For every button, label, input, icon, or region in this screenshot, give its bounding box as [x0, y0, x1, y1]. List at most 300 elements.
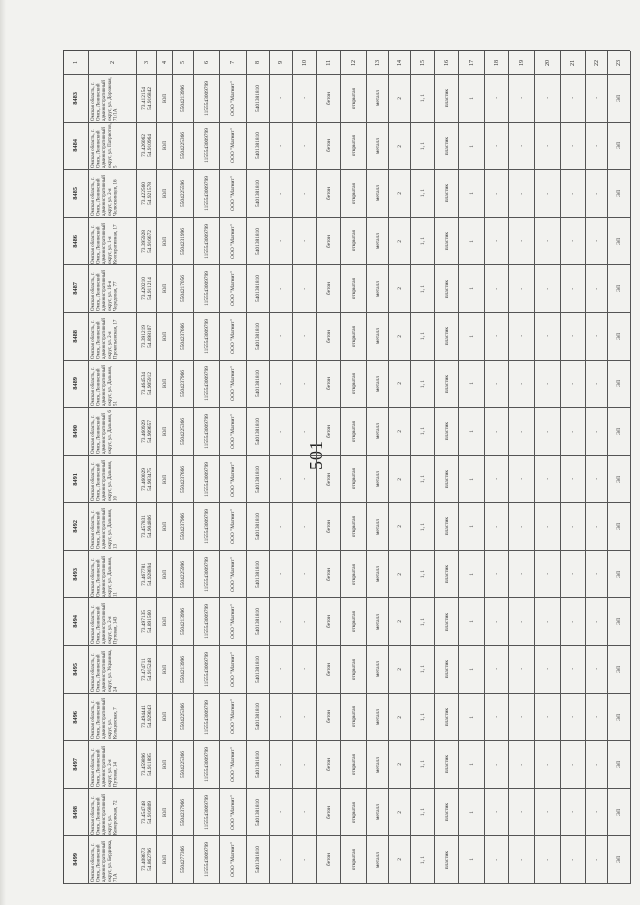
- table-cell: [293, 313, 317, 361]
- table-cell: [157, 313, 173, 361]
- address-text: Омская область, г. Омск, Ленинский административный округ, ул. 16-я Чередовая, 77: [91, 270, 119, 312]
- table-cell: [389, 694, 411, 742]
- cell-text: 2: [396, 144, 403, 148]
- row-number-text: 8496: [72, 710, 79, 724]
- cell-text: -: [278, 430, 284, 433]
- row-number-cell: [64, 313, 89, 361]
- cell-text: металл: [374, 470, 381, 488]
- table-cell: [411, 836, 435, 884]
- cell-text: ООО "Магнит": [230, 747, 236, 782]
- table-cell: [341, 836, 367, 884]
- address-text: Омская область, г. Омск, Ленинский административный округ, ул. Украинка, 24: [91, 649, 119, 692]
- row-number-cell: [64, 598, 89, 646]
- table-cell: [157, 598, 173, 646]
- table-cell: [561, 218, 586, 266]
- table-cell: [586, 313, 608, 361]
- table-cell: [341, 646, 367, 694]
- table-cell: [173, 789, 194, 837]
- coordinates-text: 73.457831 54.904806: [140, 515, 153, 539]
- table-cell: [389, 646, 411, 694]
- page-number: 501: [306, 440, 326, 470]
- table-cell: [157, 646, 173, 694]
- cell-text: -: [493, 478, 500, 480]
- table-cell: [157, 218, 173, 266]
- coordinates-cell: [137, 75, 157, 123]
- coordinates-text: 73.454748 54.916809: [140, 800, 153, 824]
- cell-text: ЮЛ: [161, 379, 168, 389]
- table-cell: [157, 123, 173, 171]
- cell-text: бетон: [325, 615, 332, 629]
- cell-text: открытая: [350, 658, 357, 680]
- column-number: 3: [143, 61, 150, 64]
- cell-text: ЭЛ: [616, 94, 622, 102]
- table-cell: [247, 741, 270, 789]
- table-cell: [411, 598, 435, 646]
- table-cell: [509, 265, 535, 313]
- table-cell: [586, 361, 608, 409]
- cell-text: 5504213996: [180, 608, 186, 636]
- cell-text: -: [544, 240, 551, 242]
- table-cell: [485, 218, 509, 266]
- column-number: 4: [161, 61, 168, 64]
- table-cell: [411, 408, 435, 456]
- table-cell: [247, 75, 270, 123]
- cell-text: -: [593, 573, 600, 576]
- row-number-cell: [64, 408, 89, 456]
- cell-text: 1, 1: [419, 141, 426, 150]
- table-cell: [485, 123, 509, 171]
- table-cell: [270, 456, 293, 504]
- cell-text: 1155543009799: [203, 747, 210, 782]
- table-cell: [194, 694, 220, 742]
- cell-text: 2: [396, 525, 403, 528]
- table-cell: [220, 75, 247, 123]
- column-number-header: [509, 51, 535, 75]
- address-cell: [89, 789, 137, 837]
- column-number-header: [270, 51, 293, 75]
- column-number-header: [535, 51, 561, 75]
- cell-text: ЮЛ: [161, 188, 168, 198]
- cell-text: -: [544, 811, 551, 813]
- table-cell: [561, 694, 586, 742]
- cell-text: -: [278, 668, 284, 671]
- cell-text: -: [593, 716, 600, 718]
- table-cell: [247, 646, 270, 694]
- column-number: 23: [616, 59, 622, 66]
- cell-text: открытая: [350, 563, 357, 585]
- coordinates-text: 73.420210 54.911214: [140, 277, 153, 301]
- table-cell: [247, 598, 270, 646]
- coordinates-text: 73.391219 54.898107: [140, 324, 153, 348]
- table-cell: [247, 218, 270, 266]
- table-cell: [341, 456, 367, 504]
- table-cell: [247, 503, 270, 551]
- table-cell: [411, 170, 435, 218]
- cell-text: 5504217056: [180, 275, 186, 303]
- table-cell: [435, 836, 459, 884]
- cell-text: -: [570, 144, 576, 147]
- cell-text: -: [278, 716, 284, 718]
- address-cell: [89, 646, 137, 694]
- cell-text: пластик: [443, 612, 450, 631]
- coordinates-text: 73.474711 54.915248: [140, 657, 153, 681]
- cell-text: пластик: [443, 136, 450, 155]
- cell-text: ООО "Магнит": [230, 128, 236, 164]
- table-cell: [173, 75, 194, 123]
- address-text: Омская область, г. Омск, Ленинский административный округ, ул. Дорожная, 71/1А: [91, 76, 119, 121]
- table-cell: [317, 361, 341, 409]
- table-cell: [411, 361, 435, 409]
- table-cell: [389, 551, 411, 599]
- table-cell: [608, 361, 631, 409]
- cell-text: открытая: [350, 182, 357, 205]
- row-number-text: 8487: [72, 282, 79, 296]
- table-cell: [485, 75, 509, 123]
- table-cell: [485, 741, 509, 789]
- address-cell: [89, 218, 137, 266]
- cell-text: 5504231996: [180, 227, 186, 255]
- cell-text: -: [593, 811, 600, 813]
- table-cell: [317, 170, 341, 218]
- table-cell: [247, 123, 270, 171]
- table-cell: [157, 170, 173, 218]
- table-cell: [459, 265, 485, 313]
- cell-text: 1, 1: [419, 379, 426, 388]
- cell-text: -: [301, 716, 308, 718]
- column-number: 5: [180, 61, 186, 64]
- cell-text: 1, 1: [419, 617, 426, 626]
- cell-text: пластик: [443, 517, 450, 536]
- cell-text: -: [544, 144, 551, 147]
- table-cell: [220, 456, 247, 504]
- table-cell: [270, 218, 293, 266]
- table-cell: [317, 789, 341, 837]
- cell-text: ООО "Магнит": [230, 509, 236, 545]
- table-cell: [459, 75, 485, 123]
- cell-text: -: [544, 97, 551, 100]
- cell-text: -: [570, 763, 576, 766]
- cell-text: -: [518, 144, 525, 147]
- table-cell: [586, 456, 608, 504]
- cell-text: пластик: [443, 422, 450, 441]
- table-cell: [317, 741, 341, 789]
- cell-text: -: [570, 573, 576, 576]
- cell-text: -: [544, 287, 551, 290]
- cell-text: -: [570, 335, 576, 338]
- table-cell: [459, 123, 485, 171]
- cell-text: ЭЛ: [616, 285, 622, 293]
- table-cell: [389, 456, 411, 504]
- cell-text: -: [493, 620, 500, 623]
- column-number-header: [459, 51, 485, 75]
- column-number-header: [194, 51, 220, 75]
- table-cell: [459, 313, 485, 361]
- table-cell: [157, 694, 173, 742]
- coordinates-cell: [137, 551, 157, 599]
- cell-text: 5401381810: [255, 846, 261, 874]
- coordinates-cell: [137, 836, 157, 884]
- cell-text: бетон: [325, 805, 332, 819]
- row-number-cell: [64, 646, 89, 694]
- table-cell: [341, 408, 367, 456]
- cell-text: 2: [396, 96, 403, 100]
- cell-text: -: [593, 144, 600, 147]
- cell-text: 1, 1: [419, 665, 426, 674]
- table-cell: [194, 75, 220, 123]
- table-cell: [270, 551, 293, 599]
- cell-text: металл: [374, 804, 381, 821]
- cell-text: -: [278, 525, 284, 528]
- row-number-text: 8484: [72, 139, 79, 153]
- cell-text: -: [518, 620, 525, 623]
- table-cell: [459, 598, 485, 646]
- cell-text: 1: [468, 620, 475, 624]
- cell-text: ЭЛ: [616, 523, 622, 531]
- cell-text: 5401381810: [255, 322, 261, 350]
- table-cell: [293, 123, 317, 171]
- cell-text: 1: [468, 96, 475, 100]
- table-cell: [173, 313, 194, 361]
- table-cell: [535, 75, 561, 123]
- table-cell: [608, 218, 631, 266]
- cell-text: -: [593, 668, 600, 671]
- cell-text: -: [278, 192, 284, 195]
- cell-text: -: [593, 97, 600, 100]
- table-cell: [220, 123, 247, 171]
- table-cell: [293, 694, 317, 742]
- cell-text: -: [518, 335, 525, 338]
- table-cell: [485, 456, 509, 504]
- cell-text: металл: [374, 328, 381, 345]
- table-cell: [459, 836, 485, 884]
- table-cell: [247, 456, 270, 504]
- table-cell: [317, 75, 341, 123]
- table-cell: [561, 836, 586, 884]
- cell-text: 1: [468, 287, 475, 290]
- table-cell: [157, 551, 173, 599]
- cell-text: пластик: [443, 89, 450, 108]
- cell-text: 2: [396, 858, 403, 862]
- table-cell: [608, 503, 631, 551]
- table-cell: [535, 170, 561, 218]
- table-cell: [157, 503, 173, 551]
- table-cell: [485, 694, 509, 742]
- cell-text: -: [493, 287, 500, 290]
- cell-text: металл: [374, 613, 381, 630]
- row-number-cell: [64, 265, 89, 313]
- cell-text: открытая: [350, 87, 357, 109]
- table-cell: [535, 598, 561, 646]
- row-number-cell: [64, 551, 89, 599]
- cell-text: 1155543009799: [203, 794, 210, 830]
- address-text: Омская область, г. Омск, Ленинский административный округ, ул. Дальняя, 11: [91, 555, 119, 597]
- table-cell: [293, 598, 317, 646]
- cell-text: 1, 1: [419, 94, 426, 103]
- table-cell: [367, 646, 389, 694]
- table-cell: [509, 836, 535, 884]
- column-number-header: [220, 51, 247, 75]
- cell-text: ООО "Магнит": [230, 366, 236, 402]
- cell-text: ЮЛ: [161, 664, 168, 674]
- row-number-text: 8492: [72, 520, 79, 533]
- table-cell: [535, 741, 561, 789]
- cell-text: 5504237966: [180, 798, 186, 826]
- row-number-cell: [64, 741, 89, 789]
- cell-text: 1155543009799: [203, 413, 210, 449]
- cell-text: ЭЛ: [616, 665, 622, 673]
- cell-text: 1: [468, 572, 475, 576]
- cell-text: ЮЛ: [161, 141, 168, 151]
- cell-text: 1: [468, 525, 475, 528]
- cell-text: ЭЛ: [616, 237, 622, 245]
- table-cell: [220, 551, 247, 599]
- cell-text: металл: [374, 661, 381, 678]
- table-cell: [509, 313, 535, 361]
- table-cell: [561, 123, 586, 171]
- table-cell: [157, 265, 173, 313]
- column-number-header: [389, 51, 411, 75]
- table-cell: [608, 170, 631, 218]
- cell-text: 2: [396, 715, 403, 719]
- table-cell: [509, 694, 535, 742]
- cell-text: открытая: [350, 373, 357, 395]
- column-number-header: [586, 51, 608, 75]
- table-cell: [411, 741, 435, 789]
- table-cell: [485, 551, 509, 599]
- cell-text: 5504225366: [180, 132, 186, 160]
- cell-text: 2: [396, 620, 403, 624]
- table-cell: [194, 456, 220, 504]
- cell-text: -: [278, 763, 284, 766]
- table-cell: [561, 361, 586, 409]
- table-cell: [535, 313, 561, 361]
- table-cell: [270, 75, 293, 123]
- cell-text: 1: [468, 192, 475, 195]
- table-cell: [608, 265, 631, 313]
- cell-text: -: [570, 620, 576, 623]
- table-cell: [586, 646, 608, 694]
- cell-text: пластик: [443, 231, 450, 251]
- cell-text: металл: [374, 708, 381, 725]
- table-cell: [341, 361, 367, 409]
- address-cell: [89, 456, 137, 504]
- cell-text: 1: [468, 382, 475, 386]
- cell-text: -: [301, 97, 308, 100]
- cell-text: -: [278, 335, 284, 338]
- cell-text: 1155543009799: [203, 366, 210, 402]
- cell-text: металл: [374, 185, 381, 202]
- cell-text: -: [570, 192, 576, 195]
- table-cell: [367, 551, 389, 599]
- cell-text: 1: [468, 239, 475, 243]
- cell-text: 1, 1: [419, 474, 426, 484]
- table-cell: [411, 75, 435, 123]
- cell-text: 2: [396, 192, 403, 195]
- table-cell: [435, 741, 459, 789]
- table-cell: [173, 170, 194, 218]
- cell-text: -: [301, 144, 308, 147]
- cell-text: ООО "Магнит": [230, 794, 236, 830]
- table-cell: [317, 313, 341, 361]
- cell-text: 1155543009799: [203, 842, 210, 878]
- cell-text: 5401381810: [255, 751, 261, 778]
- table-cell: [367, 836, 389, 884]
- cell-text: 1: [468, 858, 475, 862]
- cell-text: -: [493, 573, 500, 576]
- table-cell: [561, 408, 586, 456]
- row-number-cell: [64, 218, 89, 266]
- cell-text: ООО "Магнит": [230, 318, 236, 354]
- cell-text: 2: [396, 382, 403, 386]
- table-cell: [608, 551, 631, 599]
- cell-text: -: [493, 335, 500, 338]
- column-number: 22: [593, 59, 600, 66]
- cell-text: 1, 1: [419, 237, 426, 246]
- table-cell: [317, 551, 341, 599]
- table-cell: [509, 741, 535, 789]
- table-cell: [157, 75, 173, 123]
- cell-text: ООО "Магнит": [230, 842, 236, 878]
- table-cell: [270, 313, 293, 361]
- table-cell: [389, 598, 411, 646]
- cell-text: ЮЛ: [161, 617, 168, 627]
- registry-table: [63, 50, 630, 884]
- row-number-cell: [64, 503, 89, 551]
- scan-edge-shadow: [0, 0, 6, 905]
- table-cell: [535, 265, 561, 313]
- cell-text: открытая: [350, 801, 357, 823]
- cell-text: открытая: [350, 468, 357, 490]
- table-cell: [586, 741, 608, 789]
- column-number: 15: [419, 59, 426, 66]
- coordinates-cell: [137, 218, 157, 266]
- table-cell: [173, 551, 194, 599]
- table-cell: [509, 789, 535, 837]
- table-cell: [317, 218, 341, 266]
- coordinates-cell: [137, 789, 157, 837]
- table-cell: [411, 265, 435, 313]
- table-cell: [194, 361, 220, 409]
- table-cell: [367, 361, 389, 409]
- cell-text: бетон: [325, 758, 332, 771]
- column-number: 7: [230, 61, 236, 64]
- table-cell: [485, 265, 509, 313]
- column-number-header: [317, 51, 341, 75]
- address-text: Омская область, г. Омск, Ленинский административный округ, ул. Дальняя, 6: [91, 410, 113, 454]
- table-cell: [509, 170, 535, 218]
- cell-text: 1155543009799: [203, 461, 210, 497]
- cell-text: металл: [374, 137, 381, 154]
- column-number: 21: [570, 59, 576, 66]
- table-cell: [367, 456, 389, 504]
- cell-text: ООО "Магнит": [230, 604, 236, 640]
- column-number: 17: [468, 59, 475, 66]
- cell-text: бетон: [325, 567, 332, 581]
- cell-text: металл: [374, 280, 381, 297]
- table-cell: [535, 123, 561, 171]
- cell-text: ЭЛ: [616, 570, 622, 578]
- cell-text: 1, 1: [419, 570, 426, 579]
- row-number-text: 8490: [72, 425, 79, 438]
- table-cell: [586, 265, 608, 313]
- cell-text: -: [301, 478, 308, 480]
- table-cell: [173, 598, 194, 646]
- row-number-cell: [64, 456, 89, 504]
- column-number: 2: [109, 61, 116, 64]
- cell-text: открытая: [350, 135, 357, 157]
- table-cell: [586, 408, 608, 456]
- table-cell: [608, 598, 631, 646]
